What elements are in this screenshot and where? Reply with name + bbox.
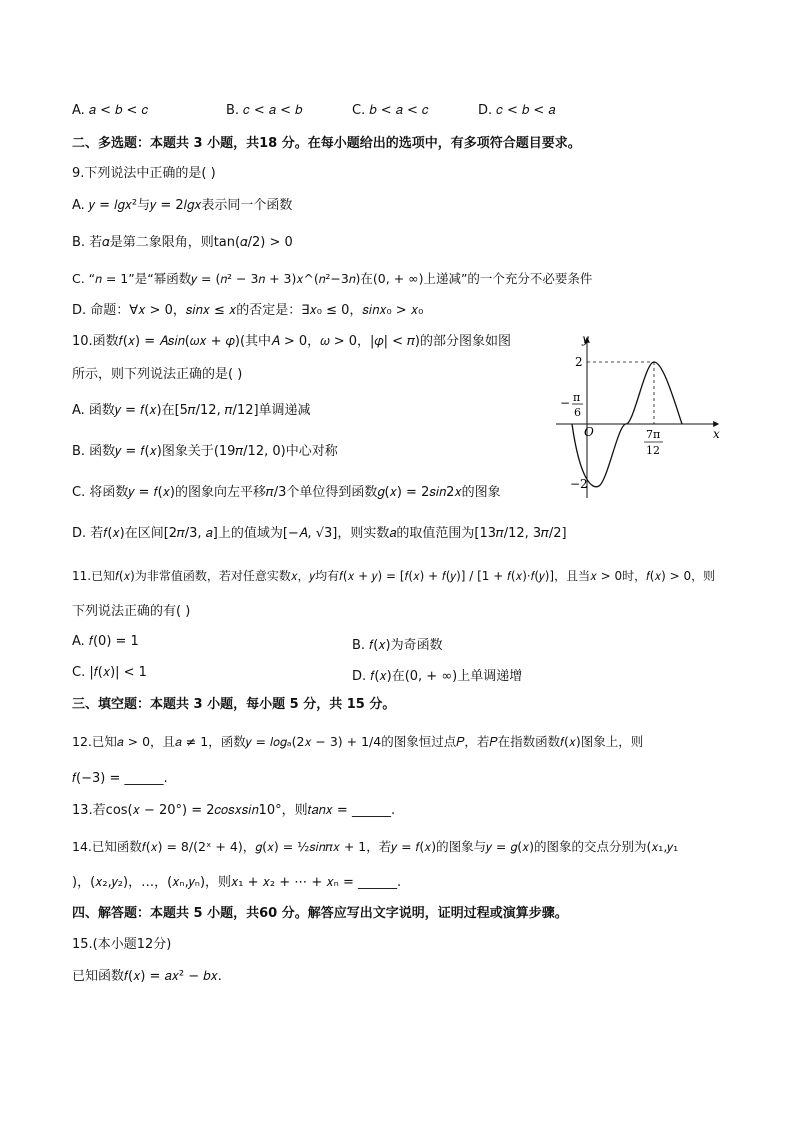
q11-option-b: B. 𝑓(𝑥)为奇函数 (352, 638, 443, 653)
pos-tick-den: 12 (646, 444, 660, 457)
section2-header: 二、多选题：本题共 3 小题，共18 分。在每小题给出的选项中，有多项符合题目要求。 (72, 136, 581, 151)
q11-option-a: A. 𝑓(0) = 1 (72, 634, 139, 649)
q10-option-d: D. 若𝑓(𝑥)在区间[2𝜋/3, 𝑎]上的值域为[−𝐴, √3]，则实数𝑎的取值范围为[13𝜋/12, 3𝜋/2] (72, 526, 567, 541)
q10-option-b: B. 函数𝑦 = 𝑓(𝑥)图象关于(19𝜋/12, 0)中心对称 (72, 444, 338, 459)
q12-line1: 12.已知𝑎 > 0，且𝑎 ≠ 1，函数𝑦 = 𝑙𝑜𝑔ₐ(2𝑥 − 3) + 1/4的图象恒过点𝑃，若𝑃在指数函数𝑓(𝑥)图象上，则 (72, 734, 644, 749)
origin-label: O (584, 425, 594, 439)
section3-header: 三、填空题：本题共 3 小题，每小题 5 分，共 15 分。 (72, 697, 396, 712)
min-label: −2 (570, 477, 588, 491)
q8-option-d: D. 𝑐 < 𝑏 < 𝑎 (478, 103, 556, 118)
neg-tick-num: π (573, 391, 581, 404)
q10-stem-line2: 所示，则下列说法正确的是( ) (72, 367, 243, 382)
q14-line1: 14.已知函数𝑓(𝑥) = 8/(2ˣ + 4)，𝑔(𝑥) = ½𝑠𝑖𝑛𝜋𝑥 + 1，若𝑦 = 𝑓(𝑥)的图象与𝑦 = 𝑔(𝑥)的图象的交点分别为(𝑥₁,𝑦₁ (72, 839, 679, 854)
q10-stem-line1: 10.函数𝑓(𝑥) = 𝐴𝑠𝑖𝑛(𝜔𝑥 + 𝜑)(其中𝐴 > 0，𝜔 > 0，|𝜑| < 𝜋)的部分图象如图 (72, 334, 511, 349)
q9-option-a: A. 𝑦 = 𝑙𝑔𝑥²与𝑦 = 2𝑙𝑔𝑥表示同一个函数 (72, 198, 293, 213)
q14-line2: )，(𝑥₂,𝑦₂)，…，(𝑥ₙ,𝑦ₙ)，则𝑥₁ + 𝑥₂ + ⋯ + 𝑥ₙ = ______. (72, 875, 402, 890)
q9-option-c: C. “𝑛 = 1”是“幂函数𝑦 = (𝑛² − 3𝑛 + 3)𝑥^(𝑛²−3𝑛)在(0, + ∞)上递减”的一个充分不必要条件 (72, 271, 593, 286)
q9-option-d: D. 命题：∀𝑥 > 0，𝑠𝑖𝑛𝑥 ≤ 𝑥的否定是：∃𝑥₀ ≤ 0，𝑠𝑖𝑛𝑥₀ > 𝑥₀ (72, 303, 424, 318)
section4-header: 四、解答题：本题共 5 小题，共60 分。解答应写出文字说明，证明过程或演算步骤。 (72, 906, 568, 921)
q12-line2: 𝑓(−3) = ______. (72, 771, 168, 786)
q15-title: 15.(本小题12分) (72, 937, 172, 952)
q9-stem: 9.下列说法中正确的是( ) (72, 166, 216, 181)
q11-option-c: C. |𝑓(𝑥)| < 1 (72, 665, 147, 680)
neg-tick-den: 6 (574, 406, 581, 419)
q11-stem-line1: 11.已知𝑓(𝑥)为非常值函数，若对任意实数𝑥，𝑦均有𝑓(𝑥 + 𝑦) = [𝑓(𝑥) + 𝑓(𝑦)] / [1 + 𝑓(𝑥)·𝑓(𝑦)]，且当𝑥 > 0时，𝑓(𝑥) > 0，则 (72, 569, 716, 583)
q13-line: 13.若cos(𝑥 − 20°) = 2𝑐𝑜𝑠𝑥𝑠𝑖𝑛10°，则𝑡𝑎𝑛𝑥 = ______. (72, 803, 396, 818)
q11-stem-line2: 下列说法正确的有( ) (72, 604, 191, 619)
max-label: 2 (575, 355, 583, 369)
pos-tick-num: 7π (646, 428, 661, 441)
q9-option-b: B. 若𝛼是第二象限角，则tan(𝛼/2) > 0 (72, 235, 293, 250)
q8-option-a: A. 𝑎 < 𝑏 < 𝑐 (72, 103, 149, 118)
q8-option-c: C. 𝑏 < 𝑎 < 𝑐 (352, 103, 429, 118)
q10-option-a: A. 函数𝑦 = 𝑓(𝑥)在[5𝜋/12, 𝜋/12]单调递减 (72, 403, 311, 418)
x-axis-label: x (713, 427, 720, 441)
q11-option-d: D. 𝑓(𝑥)在(0, + ∞)上单调递增 (352, 669, 523, 684)
neg-sign: − (560, 396, 571, 410)
q10-option-c: C. 将函数𝑦 = 𝑓(𝑥)的图象向左平移𝜋/3个单位得到函数𝑔(𝑥) = 2𝑠𝑖𝑛2𝑥的图象 (72, 485, 501, 500)
q8-option-b: B. 𝑐 < 𝑎 < 𝑏 (226, 103, 303, 118)
q15-line1: 已知函数𝑓(𝑥) = 𝑎𝑥² − 𝑏𝑥. (72, 969, 222, 984)
q10-sine-graph (552, 330, 732, 500)
y-axis-label: y (582, 332, 589, 346)
